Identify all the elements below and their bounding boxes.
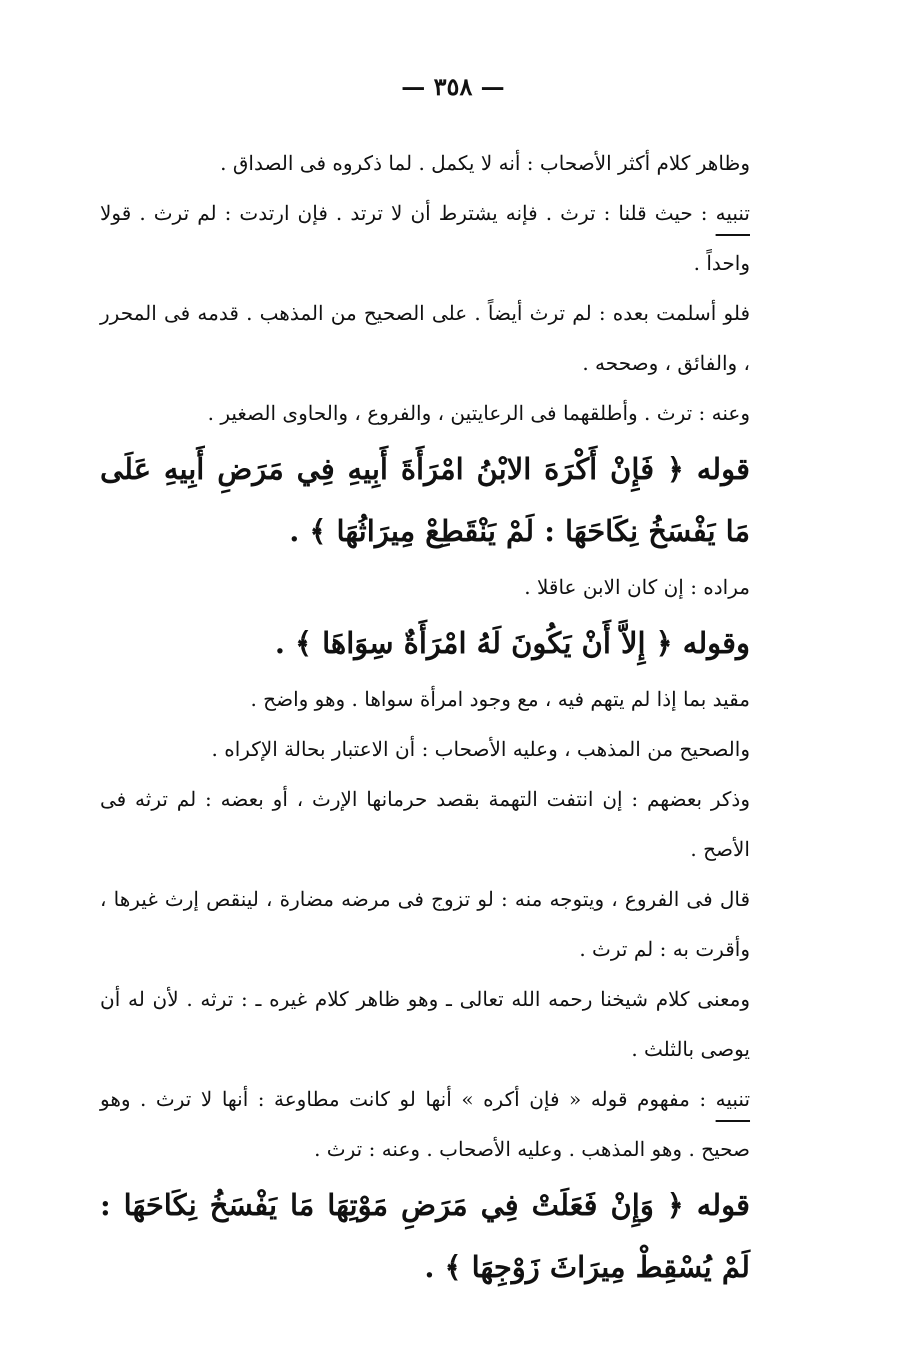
paragraph [100, 874, 750, 974]
paragraph [100, 774, 750, 874]
paragraph-text: مقيد بما إذا لم يتهم فيه ، مع وجود امرأة سواها . وهو واضح . [250, 687, 750, 711]
paragraph [100, 138, 750, 188]
paragraph-text: مراده : إن كان الابن عاقلا . [524, 575, 750, 599]
paragraph [100, 288, 750, 388]
quoted-heading [100, 612, 750, 674]
note-label: تنبيه [715, 1087, 751, 1111]
page-number: — ٣٥٨ — [401, 72, 505, 101]
paragraph-text: وظاهر كلام أكثر الأصحاب : أنه لا يكمل . لما ذكروه فى الصداق . [220, 151, 750, 175]
paragraph-text: : مفهوم قوله « فإن أكره » أنها لو كانت مطاوعة : أنها لا ترث . وهو صحيح . وهو المذهب . وعليه الأصحاب . وعنه : ترث . [100, 1087, 750, 1161]
paragraph [100, 974, 750, 1074]
paragraph [100, 724, 750, 774]
paragraph-text: فلو أسلمت بعده : لم ترث أيضاً . على الصحيح من المذهب . قدمه فى المحرر ، والفائق ، وصححه . [100, 301, 750, 375]
paragraph [100, 674, 750, 724]
paragraph-text: ومعنى كلام شيخنا رحمه الله تعالى ـ وهو ظاهر كلام غيره ـ : ترثه . لأن له أن يوصى بالثلث . [100, 987, 750, 1061]
paragraph-text: وقوله ﴿ إِلاَّ أَنْ يَكُونَ لَهُ امْرَأَةٌ سِوَاهَا ﴾ . [274, 626, 750, 660]
paragraph-text: وعنه : ترث . وأطلقهما فى الرعايتين ، والفروع ، والحاوى الصغير . [207, 401, 750, 425]
note-label: تنبيه [715, 201, 750, 225]
quoted-heading [100, 438, 750, 562]
quoted-heading [100, 1174, 750, 1298]
paragraph-text: قوله ﴿ فَإِنْ أَكْرَهَ الابْنُ امْرَأَةَ أَبِيهِ فِي مَرَضِ أَبِيهِ عَلَى مَا يَفْسَخُ نِكَاحَهَا : لَمْ يَنْقَطِعْ مِيرَاثُهَا ﴾ . [100, 452, 750, 548]
paragraph-text: قوله ﴿ وَإِنْ فَعَلَتْ فِي مَرَضِ مَوْتِهَا مَا يَفْسَخُ نِكَاحَهَا : لَمْ يُسْقِطْ مِيرَاثَ زَوْجِهَا ﴾ . [100, 1188, 750, 1284]
paragraph [100, 562, 750, 612]
paragraph [100, 388, 750, 438]
paragraph-text: : حيث قلنا : ترث . فإنه يشترط أن لا ترتد . فإن ارتدت : لم ترث . قولا واحداً . [100, 201, 750, 275]
paragraph-text: وذكر بعضهم : إن انتفت التهمة بقصد حرمانها الإرث ، أو بعضه : لم ترثه فى الأصح . [100, 787, 750, 861]
paragraph-text: قال فى الفروع ، ويتوجه منه : لو تزوج فى مرضه مضارة ، لينقص إرث غيرها ، وأقرت به : لم ترث . [100, 887, 750, 961]
body-text [100, 138, 750, 1298]
paragraph-text: والصحيح من المذهب ، وعليه الأصحاب : أن الاعتبار بحالة الإكراه . [211, 737, 750, 761]
paragraph [100, 1074, 750, 1174]
paragraph [100, 188, 750, 288]
